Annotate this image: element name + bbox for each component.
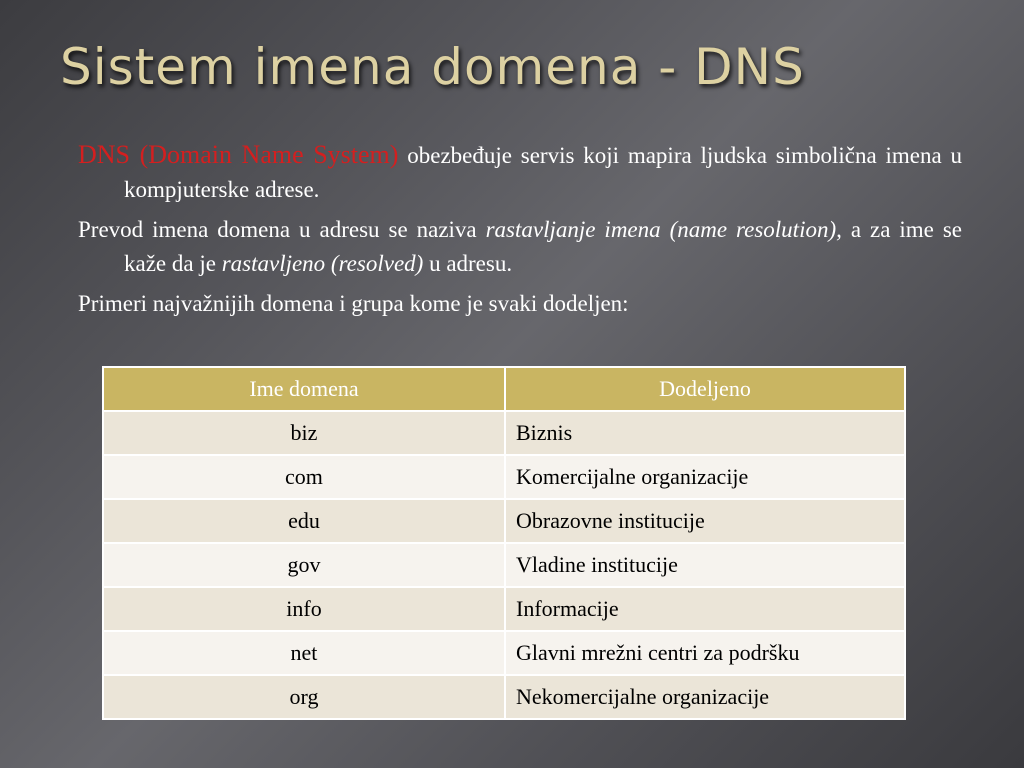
resolution-text-c: u adresu.: [423, 251, 513, 276]
table-row: [103, 499, 905, 543]
resolution-italic-term: rastavljanje imena (name resolution),: [485, 217, 842, 242]
assigned-cell: Glavni mrežni centri za podršku: [505, 631, 905, 675]
header-domain-name: Ime domena: [103, 367, 505, 411]
domain-cell: org: [103, 675, 505, 719]
paragraph-examples-intro: Primeri najvažnijih domena i grupa kome je svaki dodeljen:: [78, 291, 629, 316]
domain-table-container: [102, 366, 906, 720]
domain-cell: info: [103, 587, 505, 631]
assigned-cell: Biznis: [505, 411, 905, 455]
resolution-text-b: a za ime se kaže da je: [124, 217, 962, 276]
header-assigned: Dodeljeno: [505, 367, 905, 411]
table-row: [103, 675, 905, 719]
paragraph-dns-definition: [78, 138, 962, 207]
resolution-text-a: Prevod imena domena u adresu se naziva: [78, 217, 486, 242]
domain-table: [102, 366, 906, 720]
table-row: [103, 543, 905, 587]
slide-body: [78, 138, 962, 327]
assigned-cell: Obrazovne institucije: [505, 499, 905, 543]
table-row: [103, 411, 905, 455]
paragraph-name-resolution: [78, 213, 962, 281]
table-header-row: [103, 367, 905, 411]
domain-cell: com: [103, 455, 505, 499]
slide-title: Sistem imena domena - DNS: [60, 38, 805, 96]
resolved-italic-term: rastavljeno (resolved): [221, 251, 424, 276]
domain-cell: gov: [103, 543, 505, 587]
assigned-cell: Nekomercijalne organizacije: [505, 675, 905, 719]
assigned-cell: Komercijalne organizacije: [505, 455, 905, 499]
dns-term: DNS (Domain Name System): [78, 140, 399, 169]
table-row: [103, 631, 905, 675]
domain-cell: net: [103, 631, 505, 675]
table-row: [103, 455, 905, 499]
domain-cell: edu: [103, 499, 505, 543]
assigned-cell: Vladine institucije: [505, 543, 905, 587]
table-row: [103, 587, 905, 631]
assigned-cell: Informacije: [505, 587, 905, 631]
dns-definition-text: obezbeđuje servis koji mapira ljudska simbolična imena u kompjuterske adrese.: [124, 143, 962, 202]
domain-cell: biz: [103, 411, 505, 455]
